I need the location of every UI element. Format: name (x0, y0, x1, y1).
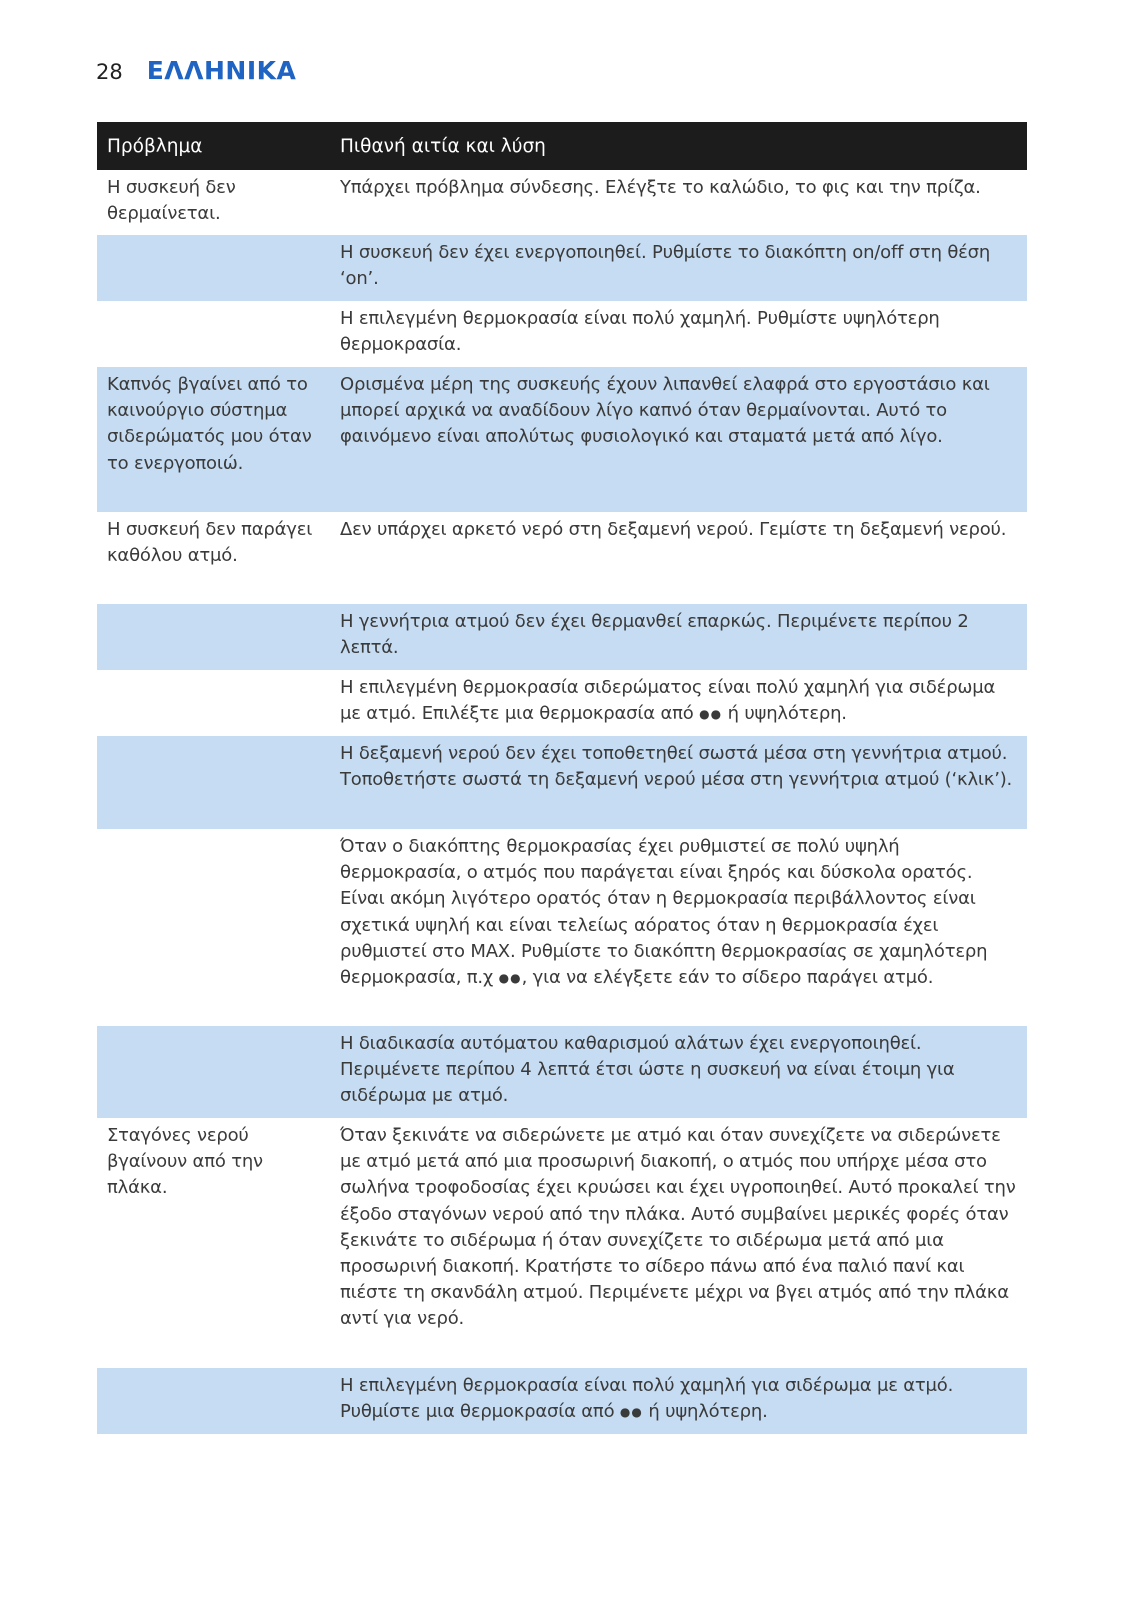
temperature-dots-icon: ●● (498, 971, 522, 986)
solution-text: ή υψηλότερη. (642, 1401, 768, 1423)
column-header-problem: Πρόβλημα (107, 135, 203, 157)
problem-cell: Η συσκευή δεν θερμαίνεται. (107, 177, 236, 225)
solution-text: , για να ελέγξετε εάν το σίδερο παράγει ατμό. (521, 967, 934, 989)
problem-cell: Η συσκευή δεν παράγει καθόλου ατμό. (107, 519, 313, 567)
table-row (97, 170, 1027, 235)
table-row (97, 604, 1027, 670)
problem-cell (97, 1368, 330, 1434)
temperature-dots-icon: ●● (699, 707, 723, 722)
page-header (96, 56, 296, 90)
problem-cell (97, 829, 330, 1026)
page-number: 28 (96, 60, 123, 84)
solution-cell: Υπάρχει πρόβλημα σύνδεσης. Ελέγξτε το καλώδιο, το φις και την πρίζα. (340, 177, 981, 198)
problem-cell (97, 670, 330, 736)
solution-text: ή υψηλότερη. (722, 703, 847, 725)
table-row (97, 301, 1027, 367)
problem-cell: Καπνός βγαίνει από το καινούργιο σύστημα σιδερώματός μου όταν το ενεργοποιώ. (107, 374, 312, 474)
column-header-solution: Πιθανή αιτία και λύση (340, 135, 546, 157)
solution-cell: Η γεννήτρια ατμού δεν έχει θερμανθεί επαρκώς. Περιμένετε περίπου 2 λεπτά. (340, 611, 969, 659)
solution-text: Όταν ο διακόπτης θερμοκρασίας έχει ρυθμιστεί σε πολύ υψηλή θερμοκρασία, ο ατμός που παράγεται είναι ξηρός και δύσκολα ορατός. Είναι ακόμη λιγότερο ορατός όταν η θερμοκρασία περιβάλλοντος είναι σχετικά υψηλή και είναι τελείως αόρατος όταν η θερμοκρασία έχει ρυθμιστεί στο MAX. Ρυθμίστε το διακόπτη θερμοκρασίας σε χαμηλότερη θερμοκρασία, π.χ (340, 836, 988, 989)
solution-cell: Όταν ξεκινάτε να σιδερώνετε με ατμό και όταν συνεχίζετε να σιδερώνετε με ατμό μετά από μια προσωρινή διακοπή, ο ατμός που υπήρχε μέσα στο σωλήνα τροφοδοσίας έχει κρυώσει και έχει υγροποιηθεί. Αυτό προκαλεί την έξοδο σταγόνων νερού από την πλάκα. Αυτό συμβαίνει μερικές φορές όταν ξεκινάτε το σιδέρωμα ή όταν συνεχίζετε το σιδέρωμα μετά από μια προσωρινή διακοπή. Κρατήστε το σίδερο πάνω από ένα παλιό πανί και πιέστε τη σκανδάλη ατμού. Περιμένετε μέχρι να βγει ατμός από την πλάκα αντί για νερό. (340, 1125, 1016, 1330)
table-row (97, 736, 1027, 829)
troubleshooting-table (97, 122, 1027, 1434)
solution-cell: Η δεξαμενή νερού δεν έχει τοποθετηθεί σωστά μέσα στη γεννήτρια ατμού. Τοποθετήστε σωστά τη δεξαμενή νερού μέσα στη γεννήτρια ατμού (‘κλικ’). (340, 743, 1013, 791)
table-row (97, 367, 1027, 512)
solution-cell: Η διαδικασία αυτόματου καθαρισμού αλάτων έχει ενεργοποιηθεί. Περιμένετε περίπου 4 λεπτά έτσι ώστε η συσκευή να είναι έτοιμη για σιδέρωμα με ατμό. (340, 1033, 955, 1107)
solution-cell: Η συσκευή δεν έχει ενεργοποιηθεί. Ρυθμίστε το διακόπτη on/off στη θέση ‘on’. (340, 242, 991, 290)
problem-cell (97, 604, 330, 670)
language-title: ΕΛΛΗΝΙΚΑ (146, 56, 297, 85)
solution-cell: Ορισμένα μέρη της συσκευής έχουν λιπανθεί ελαφρά στο εργοστάσιο και μπορεί αρχικά να αναδίδουν λίγο καπνό όταν θερμαίνονται. Αυτό το φαινόμενο είναι απολύτως φυσιολογικό και σταματά μετά από λίγο. (340, 374, 990, 448)
problem-cell (97, 1026, 330, 1118)
table-row (97, 670, 1027, 736)
table-row (97, 1118, 1027, 1368)
problem-cell (97, 301, 330, 367)
solution-cell (330, 829, 1027, 1026)
table-row (97, 1026, 1027, 1118)
solution-cell: Η επιλεγμένη θερμοκρασία είναι πολύ χαμηλή. Ρυθμίστε υψηλότερη θερμοκρασία. (340, 308, 940, 356)
table-row (97, 512, 1027, 604)
solution-cell: Δεν υπάρχει αρκετό νερό στη δεξαμενή νερού. Γεμίστε τη δεξαμενή νερού. (340, 519, 1007, 540)
table-row (97, 235, 1027, 301)
solution-cell (330, 1368, 1027, 1434)
problem-cell (97, 736, 330, 829)
table-header (97, 122, 1027, 170)
solution-text: Η επιλεγμένη θερμοκρασία είναι πολύ χαμηλή για σιδέρωμα με ατμό. Ρυθμίστε μια θερμοκρασία από (340, 1375, 954, 1423)
problem-cell: Σταγόνες νερού βγαίνουν από την πλάκα. (107, 1125, 263, 1199)
solution-text: Η επιλεγμένη θερμοκρασία σιδερώματος είναι πολύ χαμηλή για σιδέρωμα με ατμό. Επιλέξτε μια θερμοκρασία από (340, 677, 996, 725)
table-row (97, 1368, 1027, 1434)
table-row (97, 829, 1027, 1026)
problem-cell (97, 235, 330, 301)
solution-cell (330, 670, 1027, 736)
temperature-dots-icon: ●● (619, 1405, 643, 1420)
